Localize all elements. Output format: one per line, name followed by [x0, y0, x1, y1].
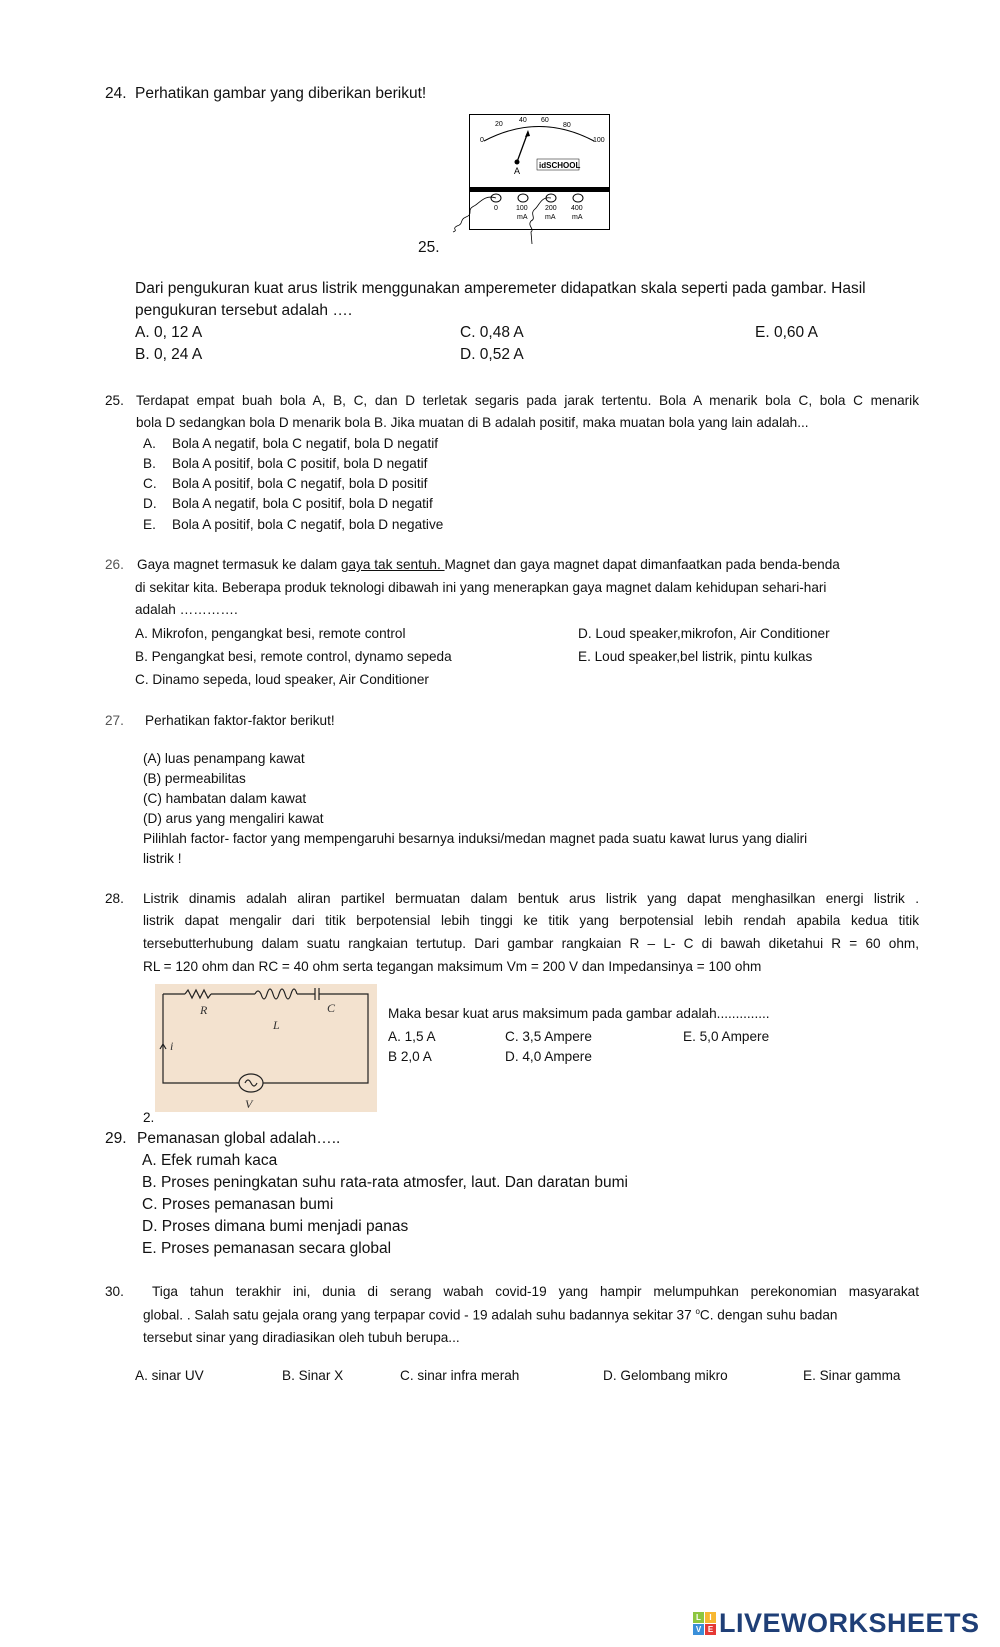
option-b[interactable]: B. Sinar X: [282, 1368, 344, 1383]
option-e[interactable]: E. Sinar gamma: [803, 1368, 901, 1383]
question-text: tersebutterhubung dalam suatu rangkaian tertutup. Dari gambar rangkaian R – L- C di bawah diketahui R = 60 ohm,: [143, 936, 919, 951]
option-text: Bola A positif, bola C negatif, bola D negative: [172, 517, 444, 532]
option-text: Bola A negatif, bola C negatif, bola D negatif: [172, 436, 439, 451]
label-l: L: [273, 1018, 280, 1032]
scale-80: 80: [563, 122, 571, 129]
option-d[interactable]: D. 4,0 Ampere: [505, 1049, 592, 1064]
option-letter: A.: [143, 436, 156, 451]
question-number: 26.: [105, 557, 124, 572]
option-d[interactable]: D. 0,52 A: [460, 346, 524, 363]
scale-0: 0: [480, 137, 484, 144]
option-b[interactable]: B 2,0 A: [388, 1049, 432, 1064]
brand-logo: idSCHOOL: [539, 161, 581, 170]
option-text: Bola A positif, bola C negatif, bola D positif: [172, 476, 428, 491]
option-e[interactable]: E. 0,60 A: [755, 324, 818, 341]
question-prompt: Perhatikan gambar yang diberikan berikut!: [135, 85, 427, 102]
question-number: 30.: [105, 1284, 124, 1299]
svg-text:mA: mA: [517, 214, 528, 221]
factor-item: (C) hambatan dalam kawat: [143, 791, 307, 806]
scale-100: 100: [593, 137, 605, 144]
resistor: [185, 990, 211, 998]
option-letter: D.: [143, 496, 157, 511]
option-letter: E.: [143, 517, 156, 532]
question-text: Maka besar kuat arus maksimum pada gambar adalah..............: [388, 1006, 770, 1021]
scale-40: 40: [519, 117, 527, 124]
factor-item: (B) permeabilitas: [143, 771, 246, 786]
question-text: bola D sedangkan bola D menarik bola B. Jika muatan di B adalah positif, maka muatan bola yang lain adalah...: [136, 415, 809, 430]
option-c[interactable]: C. Proses pemanasan bumi: [142, 1196, 334, 1213]
question-number: 24.: [105, 85, 127, 102]
question-text: listrik dapat mengalir dari titik berpotensial lebih tinggi ke titik yang berpotensial lebih rendah apabila kedua titik: [143, 913, 919, 928]
logo-text: LIVEWORKSHEETS: [719, 1608, 980, 1638]
option-a[interactable]: A. Efek rumah kaca: [142, 1152, 278, 1169]
option-e[interactable]: E. 5,0 Ampere: [683, 1029, 770, 1044]
question-text: RL = 120 ohm dan RC = 40 ohm serta tegangan maksimum Vm = 200 V dan Impedansinya = 100 ohm: [143, 959, 762, 974]
question-text: adalah ………….: [135, 602, 238, 617]
option-d[interactable]: D. Loud speaker,mikrofon, Air Conditioner: [578, 626, 830, 641]
option-c[interactable]: C. Dinamo sepeda, loud speaker, Air Conditioner: [135, 672, 429, 687]
question-text: Dari pengukuran kuat arus listrik menggunakan amperemeter didapatkan skala seperti pada gambar. Hasil: [135, 280, 866, 297]
option-text: Bola A negatif, bola C positif, bola D negatif: [172, 496, 433, 511]
terminal-200: 200: [545, 205, 557, 212]
label-r: R: [200, 1003, 208, 1017]
option-a[interactable]: A. 1,5 A: [388, 1029, 436, 1044]
option-b[interactable]: B. 0, 24 A: [135, 346, 203, 363]
question-text: Terdapat empat buah bola A, B, C, dan D terletak segaris pada jarak tertentu. Bola A menarik bola C, bola C menarik: [136, 393, 919, 408]
question-text: pengukuran tersebut adalah ….: [135, 302, 353, 319]
label-c: C: [327, 1001, 336, 1015]
question-number: 27.: [105, 713, 124, 728]
option-a[interactable]: A. 0, 12 A: [135, 324, 203, 341]
label-v: V: [245, 1097, 253, 1111]
scale-20: 20: [495, 121, 503, 128]
factor-item: (A) luas penampang kawat: [143, 751, 305, 766]
question-number: 28.: [105, 891, 124, 906]
question-text: Listrik dinamis adalah aliran partikel bermuatan dalam bentuk arus listrik yang dapat menghasilkan energi listrik .: [143, 891, 919, 906]
option-text: Bola A positif, bola C positif, bola D negatif: [172, 456, 428, 471]
svg-text:mA: mA: [545, 214, 556, 221]
question-text: listrik !: [143, 851, 182, 866]
logo-blocks-icon: L I V E: [693, 1612, 716, 1635]
option-a[interactable]: A. sinar UV: [135, 1368, 204, 1383]
inductor: [255, 989, 297, 999]
scale-60: 60: [541, 117, 549, 124]
label-i: i: [170, 1039, 174, 1053]
question-text: Gaya magnet termasuk ke dalam gaya tak sentuh. Magnet dan gaya magnet dapat dimanfaatkan pada benda-benda: [137, 557, 840, 572]
question-text: tersebut sinar yang diradiasikan oleh tubuh berupa...: [143, 1330, 460, 1345]
option-letter: C.: [143, 476, 157, 491]
option-d[interactable]: D. Proses dimana bumi menjadi panas: [142, 1218, 409, 1235]
question-prompt: Pemanasan global adalah…..: [137, 1130, 341, 1147]
question-text: di sekitar kita. Beberapa produk teknologi dibawah ini yang menerapkan gaya magnet dalam kehidupan sehari-hari: [135, 580, 827, 595]
option-c[interactable]: C. 0,48 A: [460, 324, 524, 341]
figure-label: 2.: [143, 1110, 155, 1125]
option-d[interactable]: D. Gelombang mikro: [603, 1368, 728, 1383]
unit-label: A: [514, 166, 521, 176]
terminal-100: 100: [516, 205, 528, 212]
option-a[interactable]: A. Mikrofon, pengangkat besi, remote control: [135, 626, 406, 641]
question-text: Pilihlah factor- factor yang mempengaruhi besarnya induksi/medan magnet pada suatu kawat lurus yang dialiri: [143, 831, 808, 846]
option-letter: B.: [143, 456, 156, 471]
degree-symbol: o: [695, 1307, 700, 1316]
option-c[interactable]: C. sinar infra merah: [400, 1368, 520, 1383]
figure-label: 25.: [418, 239, 440, 256]
option-c[interactable]: C. 3,5 Ampere: [505, 1029, 592, 1044]
question-text: Tiga tahun terakhir ini, dunia di serang wabah covid-19 yang hampir melumpuhkan perekonomian masyarakat: [152, 1284, 919, 1299]
option-b[interactable]: B. Pengangkat besi, remote control, dynamo sepeda: [135, 649, 452, 664]
svg-text:mA: mA: [572, 214, 583, 221]
terminal-400: 400: [571, 205, 583, 212]
factor-item: (D) arus yang mengaliri kawat: [143, 811, 324, 826]
rlc-circuit-figure: [155, 984, 377, 1112]
liveworksheets-logo: [693, 1608, 980, 1639]
ammeter-figure: [469, 114, 610, 230]
terminal-0: 0: [494, 205, 498, 212]
question-prompt: Perhatikan faktor-faktor berikut!: [145, 713, 335, 728]
option-e[interactable]: E. Proses pemanasan secara global: [142, 1240, 392, 1257]
question-text: global. . Salah satu gejala orang yang terpapar covid - 19 adalah suhu badannya sekitar 37 $^o$C. dengan suhu badan: [143, 1307, 838, 1323]
option-e[interactable]: E. Loud speaker,bel listrik, pintu kulkas: [578, 649, 813, 664]
option-b[interactable]: B. Proses peningkatan suhu rata-rata atmosfer, laut. Dan daratan bumi: [142, 1174, 628, 1191]
question-number: 29.: [105, 1130, 127, 1147]
underlined-term: gaya tak sentuh.: [341, 557, 445, 572]
question-number: 25.: [105, 393, 124, 408]
